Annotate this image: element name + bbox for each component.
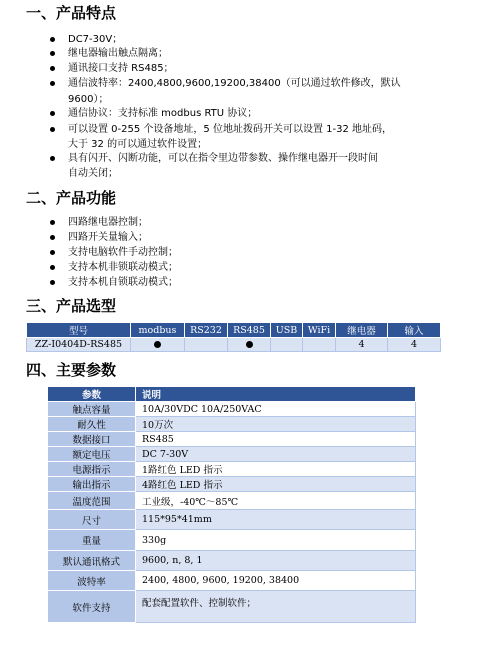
bullet [50, 156, 55, 161]
param-value: 工业级，-40℃～85℃ [136, 492, 416, 510]
model-selection-table [26, 322, 441, 352]
param-key: 软件支持 [48, 591, 136, 623]
supported-dot-icon [246, 341, 253, 348]
param-key: 重量 [48, 530, 136, 551]
param-key: 电源指示 [48, 462, 136, 477]
feature-item: 继电器输出触点隔离； [68, 48, 168, 59]
bullet [50, 220, 55, 225]
support-cell-wifi [303, 338, 336, 352]
table-row [48, 571, 416, 591]
model-cell: ZZ-I0404D-RS485 [27, 338, 131, 352]
param-value: 配套配置软件、控制软件； [136, 591, 416, 623]
bullet [50, 265, 55, 270]
param-key: 耐久性 [48, 417, 136, 432]
param-value: 1路红色 LED 指示 [136, 462, 416, 477]
function-item: 支持电脑软件手动控制； [68, 247, 178, 258]
bullet [50, 111, 55, 116]
param-value: 9600, n, 8, 1 [136, 551, 416, 571]
section-title-params: 四、主要参数 [26, 361, 117, 379]
param-key: 波特率 [48, 571, 136, 591]
table-row [48, 402, 416, 417]
section-title-functions: 二、产品功能 [26, 189, 117, 207]
bullet [50, 280, 55, 285]
feature-item: 通信协议：支持标准 modbus RTU 协议； [68, 108, 258, 119]
col-header: RS485 [228, 323, 271, 338]
param-key: 额定电压 [48, 447, 136, 462]
bullet [50, 235, 55, 240]
function-item: 四路开关量输入； [68, 232, 148, 243]
section-title-models: 三、产品选型 [26, 297, 117, 315]
feature-item-continuation: 自动关闭； [68, 168, 118, 179]
bullet [50, 66, 55, 71]
param-value: 10A/30VDC 10A/250VAC [136, 402, 416, 417]
table-row [48, 432, 416, 447]
feature-item: 可以设置 0-255 个设备地址，5 位地址拨码开关可以设置 1-32 地址码， [68, 124, 393, 135]
params-table [47, 386, 416, 623]
param-key: 触点容量 [48, 402, 136, 417]
param-value: 115*95*41mm [136, 510, 416, 530]
table-row [48, 417, 416, 432]
feature-item-continuation: 大于 32 的可以通过软件设置； [68, 139, 208, 150]
col-header: modbus [131, 323, 185, 338]
relay-count-cell: 4 [336, 338, 388, 352]
col-header: 参数 [48, 387, 136, 402]
param-key: 数据接口 [48, 432, 136, 447]
bullet [50, 81, 55, 86]
col-header: RS232 [185, 323, 228, 338]
bullet [50, 51, 55, 56]
feature-item: 通信波特率：2400,4800,9600,19200,38400（可以通过软件修改，默认 [68, 78, 401, 89]
col-header: 继电器 [336, 323, 388, 338]
function-item: 支持本机非锁联动模式； [68, 262, 178, 273]
param-value: 10万次 [136, 417, 416, 432]
support-cell-rs485 [228, 338, 271, 352]
table-row [48, 447, 416, 462]
supported-dot-icon [154, 341, 161, 348]
feature-item: DC7-30V； [68, 34, 123, 45]
col-header: WiFi [303, 323, 336, 338]
col-header: 型号 [27, 323, 131, 338]
col-header: 输入 [388, 323, 441, 338]
function-item: 支持本机自锁联动模式； [68, 277, 178, 288]
table-row [48, 551, 416, 571]
table-row [48, 530, 416, 551]
table-row [48, 492, 416, 510]
col-header: USB [271, 323, 303, 338]
feature-item: 具有闪开、闪断功能，可以在指令里边带参数、操作继电器开一段时间 [68, 153, 378, 164]
function-item: 四路继电器控制； [68, 217, 148, 228]
param-value: DC 7-30V [136, 447, 416, 462]
table-row [48, 591, 416, 623]
table-row [48, 477, 416, 492]
support-cell-rs232 [185, 338, 228, 352]
param-key: 尺寸 [48, 510, 136, 530]
bullet [50, 127, 55, 132]
feature-item-continuation: 9600）； [68, 94, 109, 105]
col-header: 说明 [136, 387, 416, 402]
feature-item: 通讯接口支持 RS485； [68, 63, 174, 74]
table-row [27, 338, 441, 352]
input-count-cell: 4 [388, 338, 441, 352]
param-key: 温度范围 [48, 492, 136, 510]
table-row [48, 462, 416, 477]
bullet [50, 37, 55, 42]
param-value: RS485 [136, 432, 416, 447]
param-value: 330g [136, 530, 416, 551]
param-value: 4路红色 LED 指示 [136, 477, 416, 492]
support-cell-usb [271, 338, 303, 352]
table-row [48, 510, 416, 530]
section-title-features: 一、产品特点 [26, 4, 117, 22]
support-cell-modbus [131, 338, 185, 352]
param-value: 2400, 4800, 9600, 19200, 38400 [136, 571, 416, 591]
param-key: 默认通讯格式 [48, 551, 136, 571]
bullet [50, 250, 55, 255]
param-key: 输出指示 [48, 477, 136, 492]
